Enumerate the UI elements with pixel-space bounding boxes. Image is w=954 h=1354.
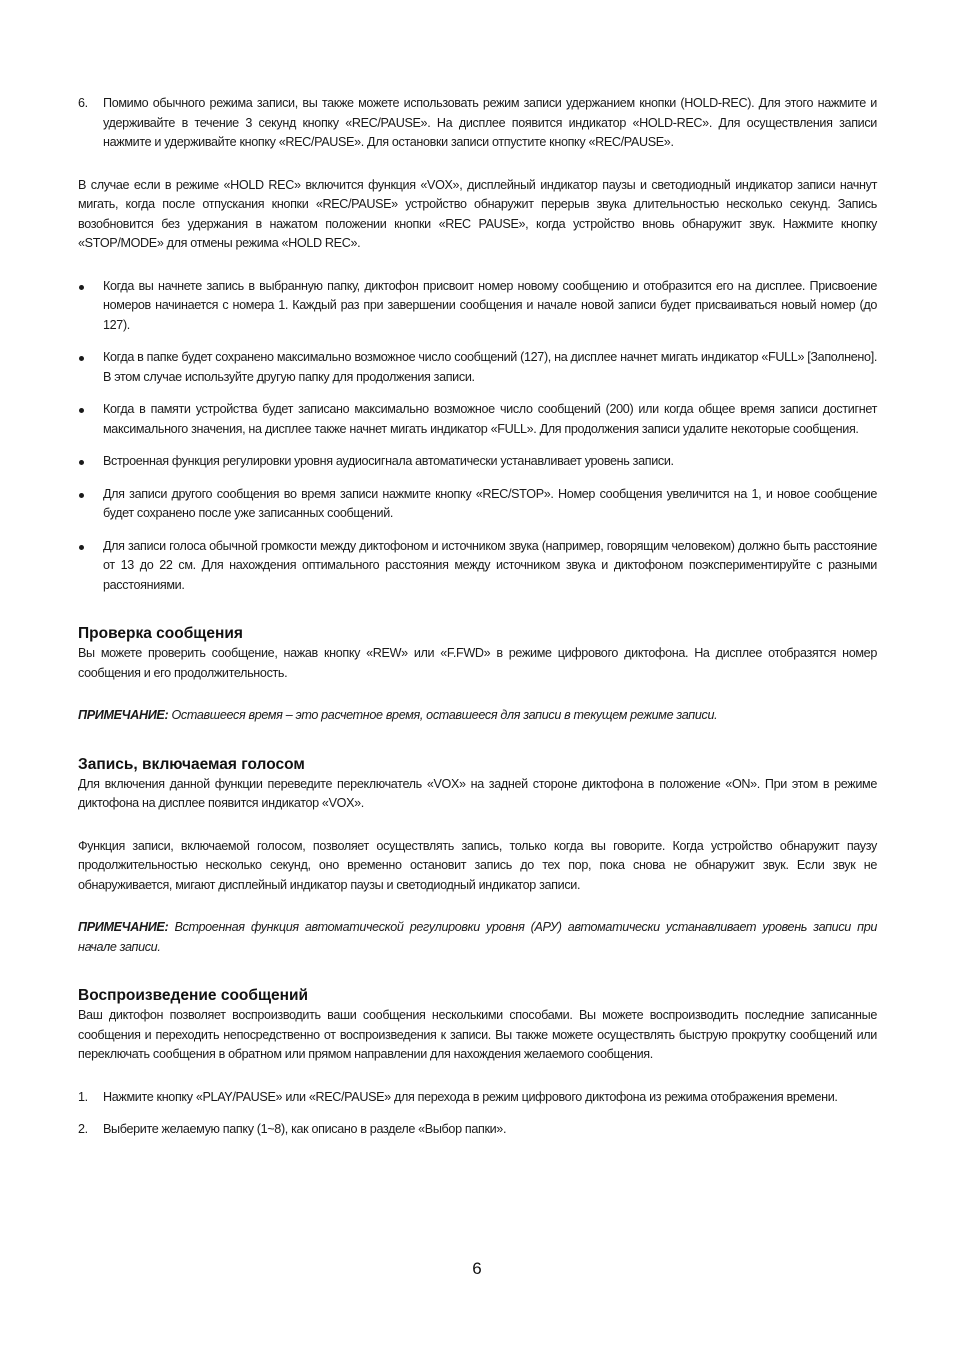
playback-paragraph: Ваш диктофон позволяет воспроизводить ваши сообщения несколькими способами. Вы можете воспроизводить последние записанные сообщения и переходить непосредственно от воспроизведения к записи. Вы также можете осуществлять быструю прокрутку сообщений или переключать сообщения в обратном или прямом направлении для нахождения желаемого сообщения. [78,1008,877,1061]
vox-paragraph-2: Функция записи, включаемой голосом, позволяет осуществлять запись, только когда вы говорите. Когда устройство обнаружит паузу продолжительностью несколько секунд, оно временно остановит запись до тех пор, пока снова не обнаружит звук. Если звук не обнаруживается, мигают дисплейный индикатор паузы и светодиодный индикатор записи. [78,838,877,892]
section-heading-vox: Запись, включаемая голосом [78,755,305,773]
bullet-text: Для записи голоса обычной громкости между диктофоном и источником звука (например, говорящим человеком) должно быть расстояние от 13 до 22 см. Для нахождения оптимального расстояния между источником звука и диктофоном поэкспериментируйте с разными расстояниями. [103,538,877,592]
note-label: ПРИМЕЧАНИЕ: [78,920,169,934]
bullet-item [78,348,877,387]
item-text: Помимо обычного режима записи, вы также можете использовать режим записи удержанием кнопки (HOLD-REC). Для этого нажмите и удерживайте в течение 3 секунд кнопку «REC/PAUSE». На дисплее появится индикатор «HOLD-REC». Для осуществления записи нажмите и удерживайте кнопку «REC/PAUSE». Для остановки записи отпустите кнопку «REC/PAUSE». [103,96,877,149]
bullet-item [78,452,877,472]
hold-rec-paragraph: В случае если в режиме «HOLD REC» включится функция «VOX», дисплейный индикатор паузы и светодиодный индикатор записи начнут мигать, когда после отпускания кнопки «REC/PAUSE» устройство обнаружит перерыв звука длительностью несколько секунд. Запись возобновится без удержания в нажатом положении кнопки «REC PAUSE», когда устройство вновь обнаружит звук. Нажмите кнопку «STOP/MODE» для отмены режима «HOLD REC». [78,177,877,250]
numbered-step [78,1088,877,1108]
item-number: 6. [78,96,88,110]
bullet-item [78,400,877,439]
step-text: Выберите желаемую папку (1~8), как описано в разделе «Выбор папки». [103,1122,507,1136]
bullet-text: Когда в папке будет сохранено максимально возможное число сообщений (127), на дисплее начнет мигать индикатор «FULL» [Заполнено]. В этом случае используйте другую папку для продолжения записи. [103,350,877,384]
check-paragraph: Вы можете проверить сообщение, нажав кнопку «REW» или «F.FWD» в режиме цифрового диктофона. На дисплее отобразятся номер сообщения и его продолжительность. [78,646,877,680]
vox-note [78,918,877,957]
section-heading-playback: Воспроизведение сообщений [78,987,309,1004]
section-heading-check: Проверка сообщения [78,625,243,642]
bullet-item [78,537,877,596]
note-text: Оставшееся время – это расчетное время, оставшееся для записи в текущем режиме записи. [168,708,718,722]
step-text: Нажмите кнопку «PLAY/PAUSE» или «REC/PAUSE» для перехода в режим цифрового диктофона из режима отображения времени. [103,1089,838,1104]
vox-paragraph-1: Для включения данной функции переведите переключатель «VOX» на задней стороне диктофона в положение «ON». При этом в режиме диктофона на дисплее появится индикатор «VOX». [78,776,877,810]
document-page [78,94,877,1140]
note-text: Встроенная функция автоматической регулировки уровня (АРУ) автоматически устанавливает уровень записи при начале записи. [78,920,877,954]
step-number: 1. [78,1089,88,1104]
numbered-item-6 [78,94,877,153]
note-label: ПРИМЕЧАНИЕ: [78,708,169,722]
numbered-step [78,1120,877,1140]
bullet-text: Когда вы начнете запись в выбранную папку, диктофон присвоит номер новому сообщению и отобразится его на дисплее. Присвоение номеров начинается с номера 1. Каждый раз при завершении сообщения и начале новой записи будет присваиваться новый номер (до 127). [103,278,877,332]
bullet-item [78,485,877,524]
check-note [78,706,877,726]
bullet-text: Встроенная функция регулировки уровня аудиосигнала автоматически устанавливает уровень записи. [103,454,674,468]
bullet-item [78,277,877,336]
step-number: 2. [78,1122,88,1136]
page-number: 6 [472,1259,482,1278]
bullet-text: Когда в памяти устройства будет записано максимально возможное число сообщений (200) или когда общее время записи достигнет максимального значения, на дисплее также начнет мигать индикатор «FULL». Для продолжения записи удалите некоторые сообщения. [103,402,877,436]
bullet-text: Для записи другого сообщения во время записи нажмите кнопку «REC/STOP». Номер сообщения увеличится на 1, и новое сообщение будет сохранено после уже записанных сообщений. [103,486,877,520]
